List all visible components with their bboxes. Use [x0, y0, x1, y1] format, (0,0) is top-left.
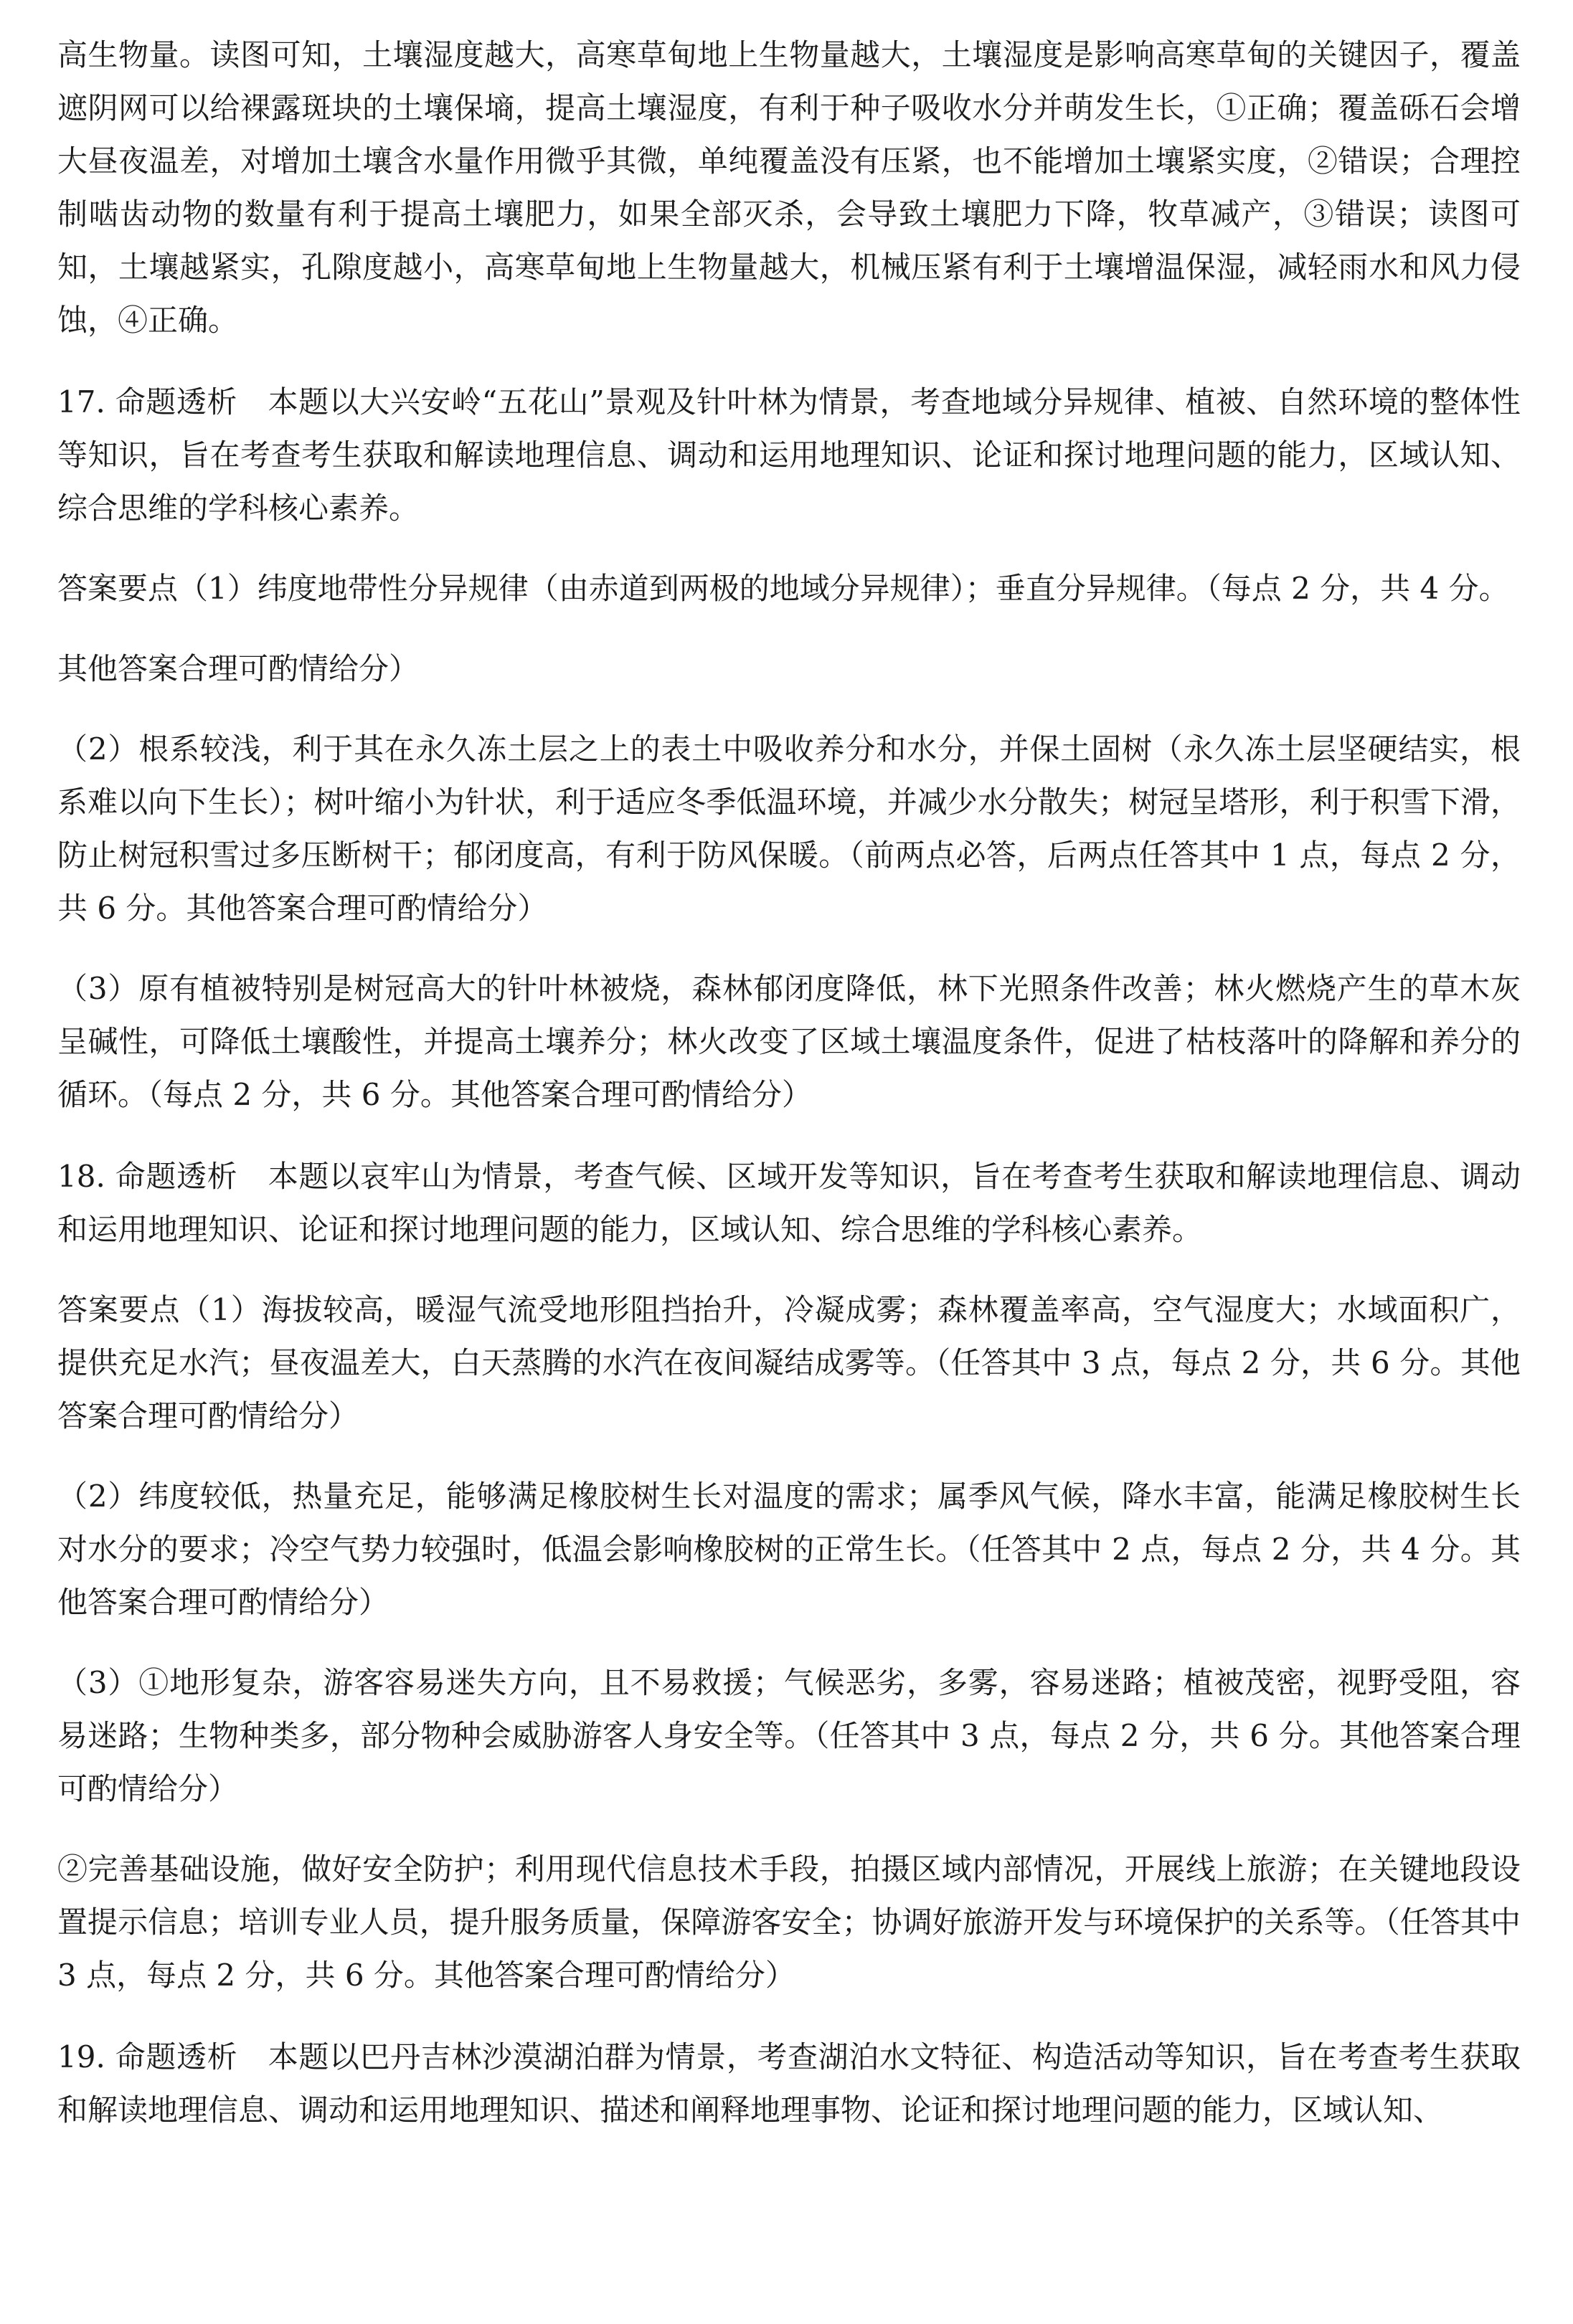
paragraph-q19-analysis: 19. 命题透析 本题以巴丹吉林沙漠湖泊群为情景，考查湖泊水文特征、构造活动等知识，旨在考查考生获取和解读地理信息、调动和运用地理知识、描述和阐释地理事物、论证和探讨地理问题的能力，区域认知、 — [57, 2039, 1521, 2128]
paragraph-q16-continuation: 高生物量。读图可知，土壤湿度越大，高寒草甸地上生物量越大，土壤湿度是影响高寒草甸的关键因子，覆盖遮阴网可以给裸露斑块的土壤保墒，提高土壤湿度，有利于种子吸收水分并萌发生长，①正确；覆盖砾石会增大昼夜温差，对增加土壤含水量作用微乎其微，单纯覆盖没有压紧，也不能增加土壤紧实度，②错误；合理控制啮齿动物的数量有利于提高土壤肥力，如果全部灭杀，会导致土壤肥力下降，牧草减产，③错误；读图可知，土壤越紧实，孔隙度越小，高寒草甸地上生物量越大，机械压紧有利于土壤增温保湿，减轻雨水和风力侵蚀，④正确。 — [57, 37, 1521, 338]
paragraph-q17-analysis: 17. 命题透析 本题以大兴安岭“五花山”景观及针叶林为情景，考查地域分异规律、植被、自然环境的整体性等知识，旨在考查考生获取和解读地理信息、调动和运用地理知识、论证和探讨地理问题的能力，区域认知、综合思维的学科核心素养。 — [57, 384, 1521, 526]
paragraph-q18-answer-3-part1: （3）①地形复杂，游客容易迷失方向，且不易救援；气候恶劣，多雾，容易迷路；植被茂密，视野受阻，容易迷路；生物种类多，部分物种会威胁游客人身安全等。（任答其中 3 点，每点 2 分，共 6 分。其他答案合理可酌情给分） — [57, 1665, 1521, 1806]
paragraph-q18-answer-3-part2: ②完善基础设施，做好安全防护；利用现代信息技术手段，拍摄区域内部情况，开展线上旅游；在关键地段设置提示信息；培训专业人员，提升服务质量，保障游客安全；协调好旅游开发与环境保护的关系等。（任答其中 3 点，每点 2 分，共 6 分。其他答案合理可酌情给分） — [57, 1851, 1521, 1993]
paragraph-q17-answer-1-note: 其他答案合理可酌情给分） — [57, 651, 420, 686]
paragraph-q17-answer-3: （3）原有植被特别是树冠高大的针叶林被烧，森林郁闭度降低，林下光照条件改善；林火燃烧产生的草木灰呈碱性，可降低土壤酸性，并提高土壤养分；林火改变了区域土壤温度条件，促进了枯枝落叶的降解和养分的循环。（每点 2 分，共 6 分。其他答案合理可酌情给分） — [57, 971, 1521, 1112]
paragraph-q17-answer-2: （2）根系较浅，利于其在永久冻土层之上的表土中吸收养分和水分，并保土固树（永久冻土层坚硬结实，根系难以向下生长）；树叶缩小为针状，利于适应冬季低温环境，并减少水分散失；树冠呈塔形，利于积雪下滑，防止树冠积雪过多压断树干；郁闭度高，有利于防风保暖。（前两点必答，后两点任答其中 1 点，每点 2 分，共 6 分。其他答案合理可酌情给分） — [57, 731, 1521, 926]
paragraph-q18-answer-1: 答案要点（1）海拔较高，暖湿气流受地形阻挡抬升，冷凝成雾；森林覆盖率高，空气湿度大；水域面积广，提供充足水汽；昼夜温差大，白天蒸腾的水汽在夜间凝结成雾等。（任答其中 3 点，每点 2 分，共 6 分。其他答案合理可酌情给分） — [57, 1292, 1521, 1433]
paragraph-q18-answer-2: （2）纬度较低，热量充足，能够满足橡胶树生长对温度的需求；属季风气候，降水丰富，能满足橡胶树生长对水分的要求；冷空气势力较强时，低温会影响橡胶树的正常生长。（任答其中 2 点，每点 2 分，共 4 分。其他答案合理可酌情给分） — [57, 1479, 1521, 1620]
paragraph-q17-answer-1: 答案要点（1）纬度地带性分异规律（由赤道到两极的地域分异规律）；垂直分异规律。（每点 2 分，共 4 分。 — [57, 571, 1509, 606]
document-page — [57, 29, 1521, 2137]
paragraph-q18-analysis: 18. 命题透析 本题以哀牢山为情景，考查气候、区域开发等知识，旨在考查考生获取和解读地理信息、调动和运用地理知识、论证和探讨地理问题的能力，区域认知、综合思维的学科核心素养。 — [57, 1159, 1521, 1247]
